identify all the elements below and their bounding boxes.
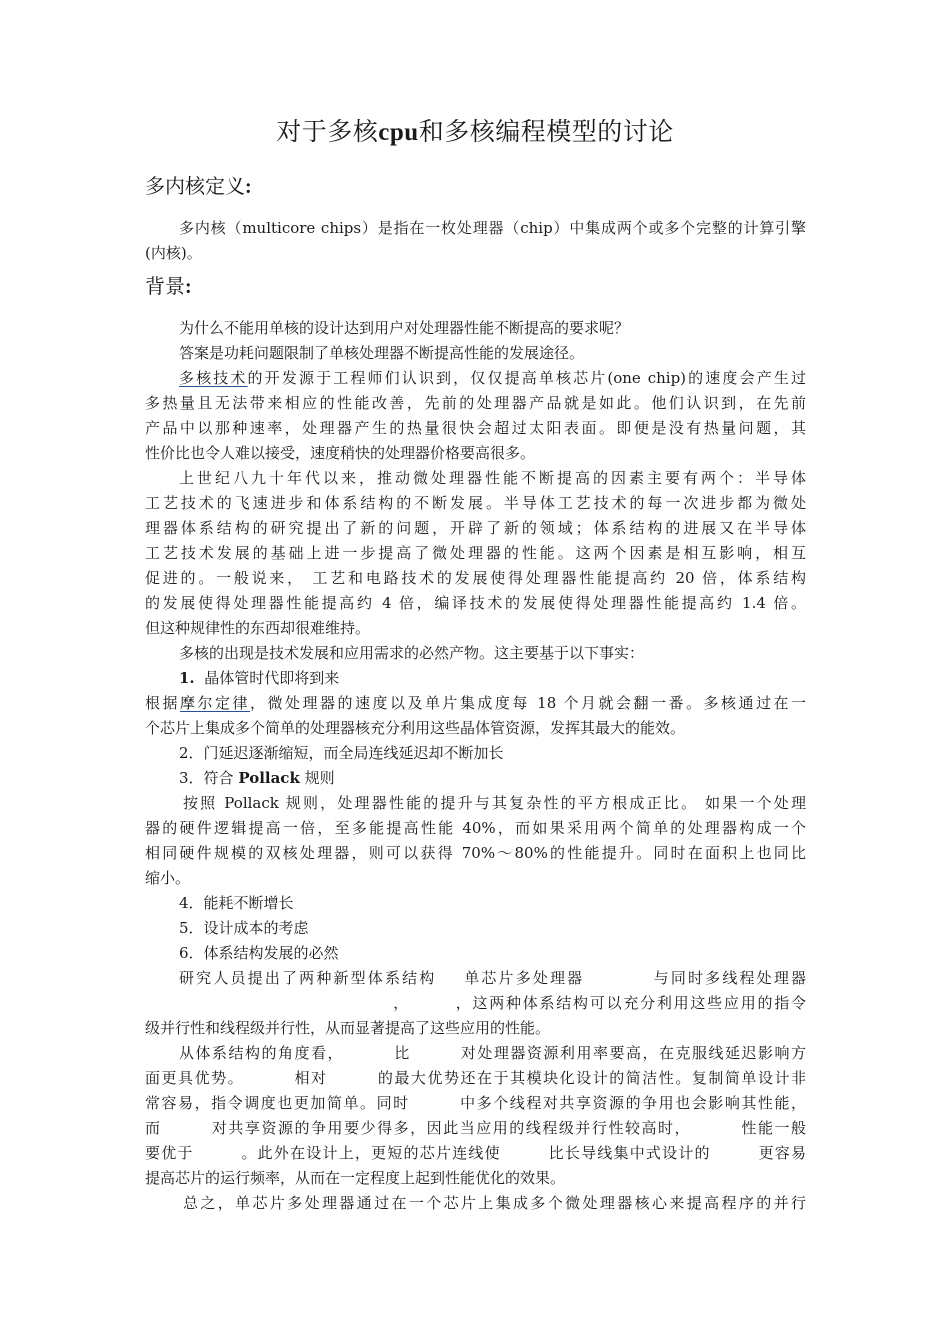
section-heading-definition <box>145 170 252 203</box>
paragraph-1-line-2: 多热量且无法带来相应的性能改善，先前的处理器产品就是如此。他们认识到，在先前 <box>145 394 806 412</box>
list-item-1 <box>145 668 806 688</box>
paragraph-5-line-3: 常容易，指令调度也更加简单。同时 中多个线程对共享资源的争用也会影响其性能， <box>145 1094 806 1112</box>
list-item-3-para-line-3: 相同硬件规模的双核处理器，则可以获得 70%～80%的性能提升。同时在面积上也同比 <box>145 844 806 862</box>
paragraph-2-line-1: 上世纪八九十年代以来，推动微处理器性能不断提高的因素主要有两个：半导体 <box>179 469 806 487</box>
paragraph-5-line-4: 而 对共享资源的争用要少得多，因此当应用的线程级并行性较高时， 性能一般 <box>145 1119 806 1137</box>
paragraph-text: 的开发源于工程师们认识到，仅仅提高单核芯片(one chip)的速度会产生过 <box>247 369 806 387</box>
paragraph-5-line-1: 从体系结构的角度看， 比 对处理器资源利用率要高，在克服线延迟影响方 <box>179 1044 806 1062</box>
paragraph-6-line-1: 总之，单芯片多处理器通过在一个芯片上集成多个微处理器核心来提高程序的并行 <box>183 1194 806 1212</box>
page-title <box>0 112 950 153</box>
paragraph-2-line-3: 理器体系结构的研究提出了新的问题，开辟了新的领域；体系结构的进展又在半导体 <box>145 519 806 537</box>
list-item-number: 1. <box>179 669 195 687</box>
list-item-3-para-line-1: 按照 Pollack 规则，处理器性能的提升与其复杂性的平方根成正比。 如果一个处理 <box>183 794 806 812</box>
paragraph-2-line-5: 促进的。一般说来， 工艺和电路技术的发展使得处理器性能提高约 20 倍，体系结构 <box>145 569 806 587</box>
heading-text: 多内核定义 <box>145 174 245 198</box>
paragraph-2-line-7: 但这种规律性的东西却很难维持。 <box>145 619 371 637</box>
list-item-3 <box>145 768 806 788</box>
paragraph-1-line-1 <box>145 368 806 388</box>
pollack-term: Pollack <box>238 769 300 787</box>
list-item-text: 规则 <box>299 769 335 787</box>
paragraph-1-line-4: 性价比也令人难以接受，速度稍快的处理器价格要高很多。 <box>145 444 536 462</box>
paragraph-text: 根据 <box>145 694 180 712</box>
paragraph-2-line-4: 工艺技术发展的基础上进一步提高了微处理器的性能。这两个因素是相互影响，相互 <box>145 544 806 562</box>
title-bold-term: cpu <box>378 119 419 146</box>
list-item-text: 晶体管时代即将到来 <box>204 669 340 687</box>
heading-colon: : <box>185 276 192 298</box>
paragraph-5-line-5: 要优于 。此外在设计上，更短的芯片连线使 比长导线集中式设计的 更容易 <box>145 1144 806 1162</box>
section-heading-background <box>145 270 192 303</box>
paragraph-4-line-2: ， ，这两种体系结构可以充分利用这些应用的指令 <box>145 994 806 1012</box>
heading-text: 背景 <box>145 274 185 298</box>
background-answer: 答案是功耗问题限制了单核处理器不断提高性能的发展途径。 <box>179 344 585 362</box>
list-item-2: 2．门延迟逐渐缩短，而全局连线延迟却不断加长 <box>179 744 504 762</box>
paragraph-5-line-6: 提高芯片的运行频率，从而在一定程度上起到性能优化的效果。 <box>145 1169 566 1187</box>
paragraph-2-line-6: 的发展使得处理器性能提高约 4 倍，编译技术的发展使得处理器性能提高约 1.4 倍。 <box>145 594 806 612</box>
list-item-6: 6．体系结构发展的必然 <box>179 944 339 962</box>
paragraph-1-line-3: 产品中以那种速率，处理器产生的热量很快会超过太阳表面。即便是没有热量问题，其 <box>145 419 806 437</box>
list-item-3-para-line-2: 器的硬件逻辑提高一倍，至多能提高性能 40%，而如果采用两个简单的处理器构成一个 <box>145 819 806 837</box>
list-item-5: 5．设计成本的考虑 <box>179 919 309 937</box>
heading-colon: : <box>245 176 252 198</box>
list-item-3-para-line-4: 缩小。 <box>145 869 191 887</box>
moores-law-link[interactable]: 摩尔定律 <box>180 694 250 712</box>
paragraph-text: ，微处理器的速度以及单片集成度每 18 个月就会翻一番。多核通过在一 <box>249 694 806 712</box>
background-question: 为什么不能用单核的设计达到用户对处理器性能不断提高的要求呢？ <box>179 319 630 337</box>
list-item-text: 3．符合 <box>179 769 239 787</box>
definition-line-2: (内核)。 <box>145 244 202 262</box>
list-item-1-para-line-2: 个芯片上集成多个简单的处理器核充分利用这些晶体管资源，发挥其最大的能效。 <box>145 719 686 737</box>
title-suffix: 和多核编程模型的讨论 <box>418 117 674 146</box>
paragraph-3-line-1: 多核的出现是技术发展和应用需求的必然产物。这主要基于以下事实： <box>179 644 645 662</box>
paragraph-4-line-1: 研究人员提出了两种新型体系结构 单芯片多处理器 与同时多线程处理器 <box>179 969 806 987</box>
paragraph-5-line-2: 面更具优势。 相对 的最大优势还在于其模块化设计的简洁性。复制简单设计非 <box>145 1069 806 1087</box>
list-item-4: 4．能耗不断增长 <box>179 894 294 912</box>
paragraph-2-line-2: 工艺技术的飞速进步和体系结构的不断发展。半导体工艺技术的每一次进步都为微处 <box>145 494 806 512</box>
definition-line-1: 多内核（multicore chips）是指在一枚处理器（chip）中集成两个或多个完整的计算引擎 <box>179 219 806 237</box>
list-item-1-para-line-1 <box>145 693 806 713</box>
paragraph-4-line-3: 级并行性和线程级并行性，从而显著提高了这些应用的性能。 <box>145 1019 551 1037</box>
title-prefix: 对于多核 <box>276 117 379 146</box>
multicore-technology-link[interactable]: 多核技术 <box>179 369 248 387</box>
